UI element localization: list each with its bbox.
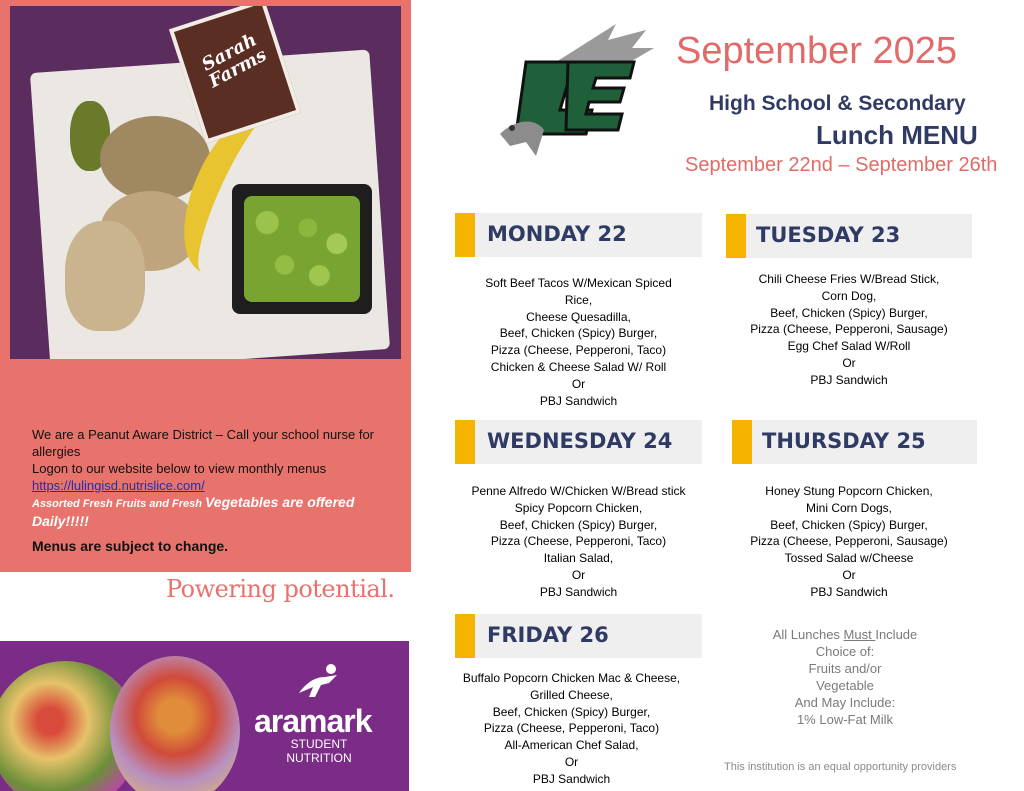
menu-item: Chili Cheese Fries W/Bread Stick, (758, 272, 940, 286)
aramark-sub-line: STUDENT (290, 737, 348, 751)
day-label: MONDAY 22 (487, 222, 627, 246)
req-text: All Lunches (772, 627, 844, 642)
day-header-wednesday (455, 420, 702, 464)
edamame (244, 196, 360, 302)
info-panel (0, 0, 411, 572)
lunch-tray-photo (10, 6, 401, 359)
menu-item: Corn Dog, (821, 288, 877, 303)
peanut-notice: We are a Peanut Aware District – Call your school nurse for allergies (32, 427, 375, 459)
menu-list-wednesday (455, 483, 702, 601)
menu-item: PBJ Sandwich (810, 584, 888, 599)
menu-item: Buffalo Popcorn Chicken Mac & Cheese, (462, 671, 681, 685)
menu-item: Or (842, 355, 856, 370)
menu-item: Chicken & Cheese Salad W/ Roll (490, 359, 667, 374)
req-must: Must (843, 627, 876, 642)
menu-item: Pizza (Cheese, Pepperoni, Taco) (490, 534, 667, 549)
req-text: Include (875, 627, 918, 642)
notice-block (32, 426, 382, 555)
aramark-subtitle (283, 737, 355, 765)
menu-item: Rice, (564, 292, 593, 307)
menu-item: Beef, Chicken (Spicy) Burger, (770, 517, 928, 532)
menu-item: Or (564, 754, 579, 769)
requirement-line: Fruits and/or (808, 661, 882, 676)
menu-item: PBJ Sandwich (532, 771, 611, 786)
milk-brand: Sarah Farms (198, 29, 271, 93)
menu-item: Italian Salad, (543, 551, 614, 566)
menu-item: Or (842, 567, 856, 582)
day-label: FRIDAY 26 (487, 623, 609, 647)
accent-bar (732, 420, 752, 464)
menu-week: September 22nd – September 26th (685, 154, 998, 176)
fruits-text-b: Vegetables are offered Daily!!!!! (32, 494, 355, 529)
accent-bar (726, 214, 746, 258)
accent-bar (455, 420, 475, 464)
menu-item: Beef, Chicken (Spicy) Burger, (770, 305, 928, 320)
menu-item: Honey Stung Popcorn Chicken, (765, 484, 933, 498)
requirements-heading (740, 626, 950, 643)
school-logo-icon (496, 22, 656, 162)
menu-item: Pizza (Cheese, Pepperoni, Taco) (483, 721, 660, 736)
day-header-thursday (732, 420, 977, 464)
lunch-requirements (740, 626, 950, 728)
day-label: THURSDAY 25 (762, 429, 926, 453)
requirement-line: And May Include: (794, 695, 896, 710)
requirement-line: Vegetable (816, 678, 874, 693)
menu-item: Beef, Chicken (Spicy) Burger, (499, 517, 658, 532)
day-label: TUESDAY 23 (756, 223, 901, 247)
day-header-monday (455, 213, 702, 257)
menu-item: Soft Beef Tacos W/Mexican Spiced (485, 276, 672, 290)
menu-list-tuesday (726, 271, 972, 389)
tagline: Powering potential. (166, 575, 395, 603)
aramark-banner (0, 641, 409, 791)
menu-item: Or (571, 376, 586, 391)
menu-item: Penne Alfredo W/Chicken W/Bread stick (471, 484, 686, 498)
day-header-friday (455, 614, 702, 658)
menu-item: Or (571, 567, 586, 582)
day-label: WEDNESDAY 24 (487, 429, 673, 453)
dumpling (65, 221, 145, 331)
school-level: High School & Secondary (709, 92, 966, 115)
menu-item: Beef, Chicken (Spicy) Burger, (492, 704, 651, 719)
menu-item: All-American Chef Salad, (504, 738, 639, 753)
menu-item: Pizza (Cheese, Pepperoni, Sausage) (750, 322, 948, 337)
aramark-sub-line: NUTRITION (286, 751, 352, 765)
menu-item: Grilled Cheese, (530, 687, 613, 702)
menu-item: PBJ Sandwich (539, 393, 618, 408)
menu-item: Egg Chef Salad W/Roll (787, 339, 911, 354)
menu-title: Lunch MENU (816, 120, 978, 150)
menu-item: Cheese Quesadilla, (526, 309, 631, 324)
menu-list-friday (448, 670, 695, 788)
menu-item: PBJ Sandwich (539, 584, 618, 599)
day-header-tuesday (726, 214, 972, 258)
menu-item: Pizza (Cheese, Pepperoni, Taco) (490, 343, 667, 358)
menu-list-monday (455, 275, 702, 409)
fruits-text-a: Assorted Fresh Fruits and Fresh (32, 498, 205, 510)
menu-item: Beef, Chicken (Spicy) Burger, (499, 326, 658, 341)
requirement-line: Choice of: (815, 644, 875, 659)
requirement-line: 1% Low-Fat Milk (796, 712, 894, 727)
menu-item: Mini Corn Dogs, (805, 500, 893, 515)
menu-month: September 2025 (676, 30, 957, 72)
aramark-star-icon (295, 663, 345, 703)
accent-bar (455, 213, 475, 257)
equal-opportunity-statement: This institution is an equal opportunity providers (724, 761, 957, 773)
menu-item: PBJ Sandwich (810, 372, 888, 387)
accent-bar (455, 614, 475, 658)
fruits-notice (32, 494, 382, 530)
menu-item: Spicy Popcorn Chicken, (514, 500, 643, 515)
change-notice: Menus are subject to change. (32, 538, 229, 554)
menu-item: Pizza (Cheese, Pepperoni, Sausage) (750, 534, 948, 549)
menu-list-thursday (726, 483, 972, 601)
menu-item: Tossed Salad w/Cheese (784, 551, 914, 566)
aramark-wordmark: aramark (254, 703, 372, 739)
taco-image (110, 656, 240, 791)
menu-website-link[interactable]: https://lulingisd.nutrislice.com/ (32, 478, 205, 493)
website-notice: Logon to our website below to view monthly menus (32, 461, 327, 476)
